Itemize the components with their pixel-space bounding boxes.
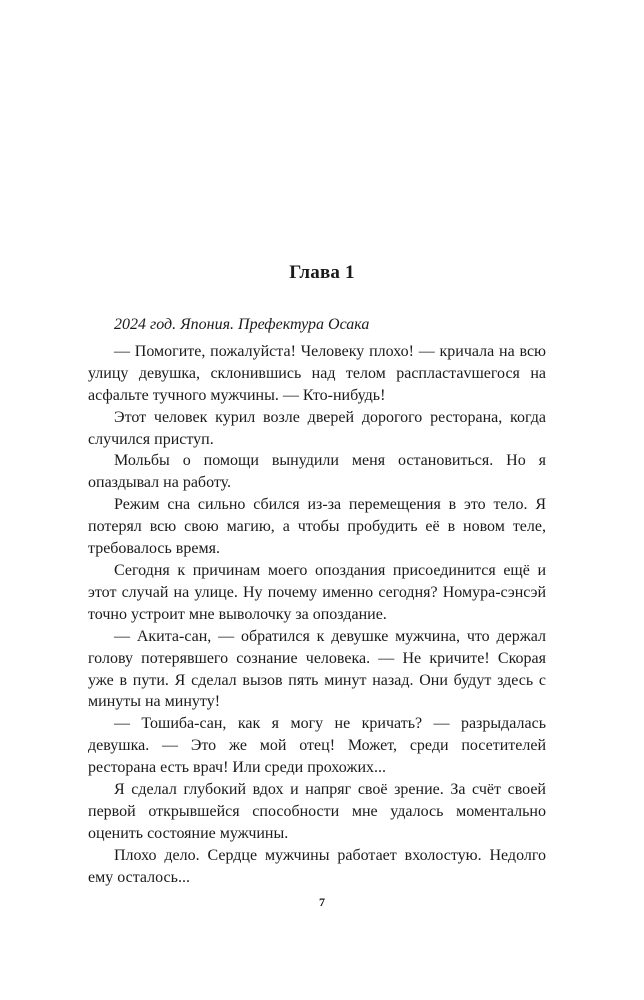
paragraph: — Тошиба-сан, как я могу не кричать? — разрыдалась девушка. — Это же мой отец! Может, среди посетителей ресторана есть врач! Или среди прохожих... [88,715,546,777]
page-number: 7 [319,895,325,909]
paragraph: — Акита-сан, — обратился к девушке мужчина, что держал голову потерявшего сознание человека. — Не кричите! Скорая уже в пути. Я сделал вызов пять минут назад. Они будут здесь с минуты на минуту! [88,627,546,711]
paragraph: Я сделал глубокий вдох и напряг своё зрение. За счёт своей первой открывшейся способности мне удалось моментально оценить состояние мужчины. [88,781,546,842]
paragraph: Мольбы о помощи вынудили меня остановиться. Но я опаздывал на работу. [88,452,546,492]
paragraph: Режим сна сильно сбился из-за перемещения в это тело. Я потерял всю свою магию, а чтобы пробудить её в новом теле, требовалось время. [88,496,546,558]
paragraph: — Помогите, пожалуйста! Человеку плохо! — кричала на всю улицу девушка, склонившись над телом распластаvшегося на асфальте тучного мужчины. — Кто-нибудь! [88,342,546,404]
paragraph: Плохо дело. Сердце мужчины работает вхолостую. Недолго ему осталось... [88,846,546,886]
chapter-text [88,314,546,889]
chapter-epigraph: 2024 год. Япония. Префектура Осака [114,316,370,333]
chapter-title: Глава 1 [289,262,355,283]
paragraph: Этот человек курил возле дверей дорогого ресторана, когда случился приступ. [88,408,546,448]
paragraph: Сегодня к причинам моего опоздания присоединится ещё и этот случай на улице. Ну почему именно сегодня? Номура-сэнсэй точно устроит мне выволочку за опоздание. [88,561,546,623]
